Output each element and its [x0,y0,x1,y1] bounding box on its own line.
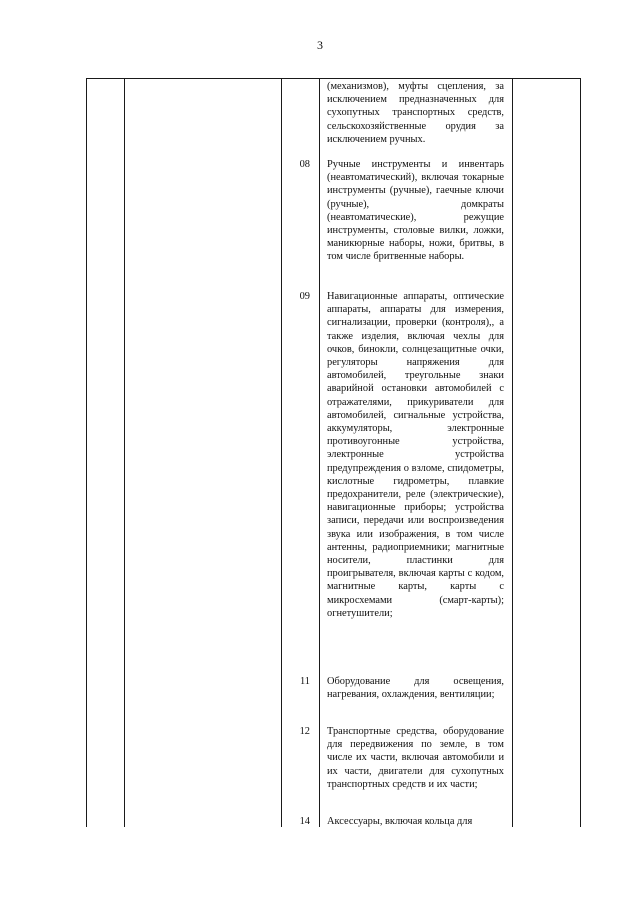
row-text-14: Аксессуары, включая кольца для [327,816,473,827]
row-text-continuation: (механизмов), муфты сцепления, за исключением предназначенных для сухопутных транспортных средств, сельскохозяйственные орудия за исключением ручных. [327,81,504,145]
row-code-08: 08 [299,159,310,170]
row-code-09: 09 [299,291,310,302]
page-number: 3 [317,38,323,52]
column-divider-2 [281,78,282,827]
row-code-14: 14 [299,816,310,827]
row-text-12: Транспортные средства, оборудование для передвижения по земле, в том числе их части, включая автомобили и их части, двигатели для сухопутных транспортных средств и их части; [327,726,504,790]
table-right-border [580,78,581,827]
row-code-11: 11 [299,676,310,687]
row-text-09: Навигационные аппараты, оптические аппараты, аппараты для измерения, сигнализации, проверки (контроля),, а также изделия, включая чехлы для очков, бинокли, солнцезащитные очки, регуляторы напряжения для автомобилей, треугольные знаки аварийной остановки автомобилей с отражателями, прикуриватели для автомобилей, сигнальные устройства, аккумуляторы, электронные противоугонные устройства, электронные устройства предупреждения о взломе, спидометры, кислотные гидрометры, плавкие предохранители, реле (электрические), навигационные приборы; устройства записи, передачи или воспроизведения звука или изображения, в том числе антенны, радиоприемники; магнитные носители, пластинки для проигрывателя, включая карты с кодом, магнитные карты, карты с микросхемами (смарт-карты); огнетушители; [327,291,504,619]
table-top-border [86,78,581,79]
column-divider-3 [319,78,320,827]
row-text-08: Ручные инструменты и инвентарь (неавтоматический), включая токарные инструменты (ручные), гаечные ключи (ручные), домкраты (неавтоматические), режущие инструменты, столовые вилки, ложки, маникюрные наборы, ножи, бритвы, в том числе бритвенные наборы. [327,159,504,263]
row-text-11: Оборудование для освещения, нагревания, охлаждения, вентиляции; [327,676,504,701]
column-divider-1 [124,78,125,827]
column-divider-4 [512,78,513,827]
table-left-border [86,78,87,827]
row-code-12: 12 [299,726,310,737]
